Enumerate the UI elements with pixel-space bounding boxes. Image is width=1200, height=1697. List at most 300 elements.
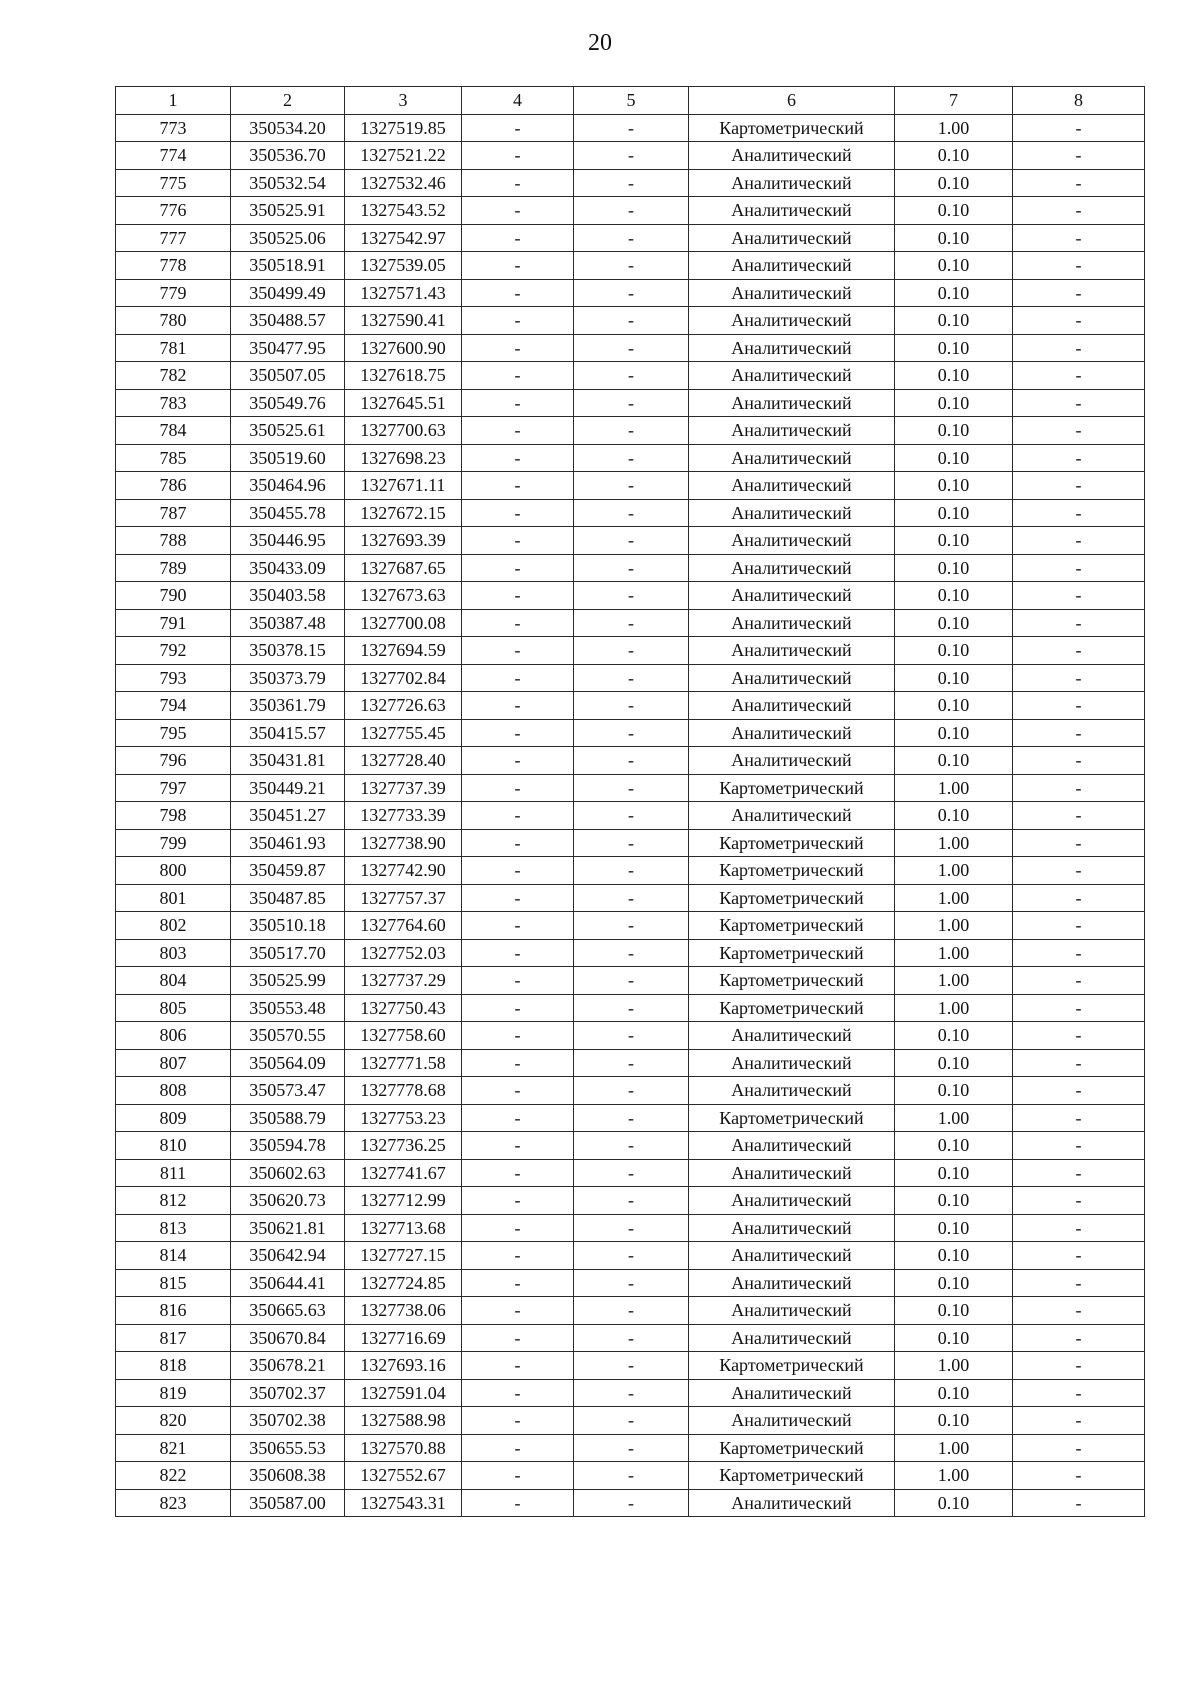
cell-col-5: - — [574, 1077, 689, 1105]
cell-col-4: - — [462, 1187, 574, 1215]
cell-col-8: - — [1013, 1187, 1145, 1215]
cell-method: Аналитический — [689, 692, 895, 720]
cell-col-8: - — [1013, 1297, 1145, 1325]
cell-x-coordinate: 350644.41 — [231, 1269, 345, 1297]
cell-col-5: - — [574, 554, 689, 582]
cell-col-5: - — [574, 1462, 689, 1490]
cell-col-5: - — [574, 389, 689, 417]
cell-point-number: 779 — [116, 279, 231, 307]
cell-accuracy: 0.10 — [895, 1407, 1013, 1435]
cell-y-coordinate: 1327737.29 — [345, 967, 462, 995]
cell-col-8: - — [1013, 1462, 1145, 1490]
cell-y-coordinate: 1327755.45 — [345, 719, 462, 747]
cell-col-8: - — [1013, 1214, 1145, 1242]
cell-point-number: 796 — [116, 747, 231, 775]
cell-col-4: - — [462, 1214, 574, 1242]
column-header-3: 3 — [345, 87, 462, 115]
cell-point-number: 821 — [116, 1434, 231, 1462]
cell-method: Аналитический — [689, 582, 895, 610]
cell-col-5: - — [574, 1297, 689, 1325]
cell-col-4: - — [462, 499, 574, 527]
cell-col-5: - — [574, 417, 689, 445]
cell-point-number: 783 — [116, 389, 231, 417]
table-row — [116, 444, 1145, 472]
cell-y-coordinate: 1327757.37 — [345, 884, 462, 912]
cell-x-coordinate: 350588.79 — [231, 1104, 345, 1132]
cell-col-4: - — [462, 1297, 574, 1325]
cell-col-8: - — [1013, 1104, 1145, 1132]
header-row — [116, 87, 1145, 115]
cell-accuracy: 0.10 — [895, 664, 1013, 692]
table-body — [116, 114, 1145, 1517]
cell-col-5: - — [574, 1407, 689, 1435]
cell-accuracy: 1.00 — [895, 1462, 1013, 1490]
table-row — [116, 1187, 1145, 1215]
cell-accuracy: 0.10 — [895, 1077, 1013, 1105]
cell-col-5: - — [574, 857, 689, 885]
table-row — [116, 499, 1145, 527]
cell-col-8: - — [1013, 224, 1145, 252]
cell-col-5: - — [574, 912, 689, 940]
cell-col-4: - — [462, 307, 574, 335]
cell-y-coordinate: 1327542.97 — [345, 224, 462, 252]
cell-col-8: - — [1013, 1434, 1145, 1462]
cell-x-coordinate: 350373.79 — [231, 664, 345, 692]
cell-x-coordinate: 350602.63 — [231, 1159, 345, 1187]
cell-col-8: - — [1013, 1352, 1145, 1380]
cell-col-4: - — [462, 114, 574, 142]
cell-col-5: - — [574, 802, 689, 830]
cell-accuracy: 1.00 — [895, 912, 1013, 940]
cell-accuracy: 1.00 — [895, 994, 1013, 1022]
cell-col-5: - — [574, 1214, 689, 1242]
cell-x-coordinate: 350532.54 — [231, 169, 345, 197]
cell-point-number: 774 — [116, 142, 231, 170]
cell-col-4: - — [462, 1489, 574, 1517]
cell-col-8: - — [1013, 1132, 1145, 1160]
cell-method: Аналитический — [689, 417, 895, 445]
cell-method: Аналитический — [689, 1269, 895, 1297]
table-row — [116, 1242, 1145, 1270]
table-row — [116, 554, 1145, 582]
cell-col-5: - — [574, 114, 689, 142]
cell-col-8: - — [1013, 417, 1145, 445]
cell-point-number: 816 — [116, 1297, 231, 1325]
cell-col-5: - — [574, 664, 689, 692]
cell-col-8: - — [1013, 1049, 1145, 1077]
cell-x-coordinate: 350549.76 — [231, 389, 345, 417]
cell-col-8: - — [1013, 362, 1145, 390]
cell-col-4: - — [462, 857, 574, 885]
cell-y-coordinate: 1327700.08 — [345, 609, 462, 637]
cell-method: Картометрический — [689, 1434, 895, 1462]
cell-method: Картометрический — [689, 994, 895, 1022]
column-header-1: 1 — [116, 87, 231, 115]
cell-point-number: 812 — [116, 1187, 231, 1215]
cell-col-5: - — [574, 692, 689, 720]
cell-col-8: - — [1013, 582, 1145, 610]
cell-accuracy: 1.00 — [895, 939, 1013, 967]
table-row — [116, 747, 1145, 775]
cell-col-5: - — [574, 1352, 689, 1380]
table-header — [116, 87, 1145, 115]
table-row — [116, 1324, 1145, 1352]
cell-point-number: 786 — [116, 472, 231, 500]
table-row — [116, 224, 1145, 252]
cell-col-4: - — [462, 554, 574, 582]
cell-point-number: 822 — [116, 1462, 231, 1490]
cell-y-coordinate: 1327618.75 — [345, 362, 462, 390]
cell-x-coordinate: 350461.93 — [231, 829, 345, 857]
cell-point-number: 792 — [116, 637, 231, 665]
cell-x-coordinate: 350587.00 — [231, 1489, 345, 1517]
cell-col-5: - — [574, 142, 689, 170]
cell-x-coordinate: 350459.87 — [231, 857, 345, 885]
cell-y-coordinate: 1327687.65 — [345, 554, 462, 582]
cell-col-4: - — [462, 774, 574, 802]
cell-col-8: - — [1013, 1022, 1145, 1050]
cell-y-coordinate: 1327673.63 — [345, 582, 462, 610]
cell-method: Картометрический — [689, 1352, 895, 1380]
cell-point-number: 788 — [116, 527, 231, 555]
cell-y-coordinate: 1327712.99 — [345, 1187, 462, 1215]
cell-col-8: - — [1013, 1269, 1145, 1297]
cell-point-number: 813 — [116, 1214, 231, 1242]
cell-accuracy: 0.10 — [895, 197, 1013, 225]
cell-method: Аналитический — [689, 1214, 895, 1242]
cell-y-coordinate: 1327771.58 — [345, 1049, 462, 1077]
cell-x-coordinate: 350525.91 — [231, 197, 345, 225]
cell-x-coordinate: 350455.78 — [231, 499, 345, 527]
cell-point-number: 778 — [116, 252, 231, 280]
cell-method: Аналитический — [689, 1297, 895, 1325]
column-header-2: 2 — [231, 87, 345, 115]
cell-col-8: - — [1013, 609, 1145, 637]
table-row — [116, 142, 1145, 170]
cell-point-number: 776 — [116, 197, 231, 225]
cell-x-coordinate: 350464.96 — [231, 472, 345, 500]
cell-y-coordinate: 1327727.15 — [345, 1242, 462, 1270]
cell-x-coordinate: 350594.78 — [231, 1132, 345, 1160]
cell-method: Аналитический — [689, 637, 895, 665]
cell-col-5: - — [574, 1022, 689, 1050]
cell-y-coordinate: 1327778.68 — [345, 1077, 462, 1105]
cell-x-coordinate: 350477.95 — [231, 334, 345, 362]
table-row — [116, 1489, 1145, 1517]
table-row — [116, 637, 1145, 665]
cell-x-coordinate: 350488.57 — [231, 307, 345, 335]
cell-y-coordinate: 1327571.43 — [345, 279, 462, 307]
table-row — [116, 1022, 1145, 1050]
cell-x-coordinate: 350519.60 — [231, 444, 345, 472]
cell-col-5: - — [574, 829, 689, 857]
cell-x-coordinate: 350678.21 — [231, 1352, 345, 1380]
cell-y-coordinate: 1327532.46 — [345, 169, 462, 197]
cell-col-5: - — [574, 527, 689, 555]
cell-accuracy: 1.00 — [895, 857, 1013, 885]
cell-accuracy: 1.00 — [895, 114, 1013, 142]
cell-col-5: - — [574, 1324, 689, 1352]
cell-col-5: - — [574, 362, 689, 390]
cell-col-5: - — [574, 1242, 689, 1270]
cell-col-4: - — [462, 664, 574, 692]
cell-col-4: - — [462, 1159, 574, 1187]
cell-x-coordinate: 350449.21 — [231, 774, 345, 802]
cell-col-5: - — [574, 252, 689, 280]
table-row — [116, 774, 1145, 802]
cell-accuracy: 0.10 — [895, 609, 1013, 637]
cell-point-number: 817 — [116, 1324, 231, 1352]
cell-method: Аналитический — [689, 609, 895, 637]
cell-point-number: 773 — [116, 114, 231, 142]
table-row — [116, 252, 1145, 280]
cell-col-4: - — [462, 1434, 574, 1462]
cell-x-coordinate: 350525.99 — [231, 967, 345, 995]
cell-method: Аналитический — [689, 362, 895, 390]
table-row — [116, 1434, 1145, 1462]
table-row — [116, 169, 1145, 197]
cell-method: Картометрический — [689, 912, 895, 940]
cell-col-5: - — [574, 197, 689, 225]
cell-accuracy: 0.10 — [895, 554, 1013, 582]
cell-x-coordinate: 350415.57 — [231, 719, 345, 747]
cell-method: Аналитический — [689, 334, 895, 362]
cell-point-number: 814 — [116, 1242, 231, 1270]
cell-y-coordinate: 1327698.23 — [345, 444, 462, 472]
table-row — [116, 1462, 1145, 1490]
cell-col-8: - — [1013, 912, 1145, 940]
cell-col-8: - — [1013, 169, 1145, 197]
cell-accuracy: 0.10 — [895, 582, 1013, 610]
table-row — [116, 802, 1145, 830]
cell-col-8: - — [1013, 114, 1145, 142]
cell-method: Аналитический — [689, 1159, 895, 1187]
cell-accuracy: 0.10 — [895, 637, 1013, 665]
cell-x-coordinate: 350517.70 — [231, 939, 345, 967]
cell-x-coordinate: 350507.05 — [231, 362, 345, 390]
cell-method: Аналитический — [689, 252, 895, 280]
cell-method: Аналитический — [689, 1077, 895, 1105]
cell-accuracy: 0.10 — [895, 224, 1013, 252]
cell-method: Картометрический — [689, 884, 895, 912]
table-row — [116, 829, 1145, 857]
column-header-5: 5 — [574, 87, 689, 115]
cell-y-coordinate: 1327588.98 — [345, 1407, 462, 1435]
column-header-4: 4 — [462, 87, 574, 115]
cell-accuracy: 0.10 — [895, 362, 1013, 390]
cell-x-coordinate: 350510.18 — [231, 912, 345, 940]
cell-col-4: - — [462, 802, 574, 830]
cell-x-coordinate: 350378.15 — [231, 637, 345, 665]
cell-point-number: 775 — [116, 169, 231, 197]
cell-y-coordinate: 1327726.63 — [345, 692, 462, 720]
cell-method: Аналитический — [689, 307, 895, 335]
cell-y-coordinate: 1327694.59 — [345, 637, 462, 665]
cell-y-coordinate: 1327738.90 — [345, 829, 462, 857]
cell-method: Аналитический — [689, 1022, 895, 1050]
cell-x-coordinate: 350499.49 — [231, 279, 345, 307]
cell-accuracy: 0.10 — [895, 1049, 1013, 1077]
cell-accuracy: 0.10 — [895, 1269, 1013, 1297]
cell-col-5: - — [574, 747, 689, 775]
table-row — [116, 1077, 1145, 1105]
cell-point-number: 781 — [116, 334, 231, 362]
cell-col-8: - — [1013, 747, 1145, 775]
cell-y-coordinate: 1327736.25 — [345, 1132, 462, 1160]
cell-method: Картометрический — [689, 939, 895, 967]
cell-y-coordinate: 1327752.03 — [345, 939, 462, 967]
table-row — [116, 472, 1145, 500]
cell-col-8: - — [1013, 637, 1145, 665]
page-number: 20 — [588, 30, 612, 56]
cell-col-8: - — [1013, 829, 1145, 857]
cell-x-coordinate: 350536.70 — [231, 142, 345, 170]
cell-accuracy: 0.10 — [895, 1187, 1013, 1215]
cell-col-8: - — [1013, 444, 1145, 472]
cell-col-8: - — [1013, 802, 1145, 830]
table-row — [116, 279, 1145, 307]
cell-accuracy: 0.10 — [895, 692, 1013, 720]
cell-col-5: - — [574, 1132, 689, 1160]
cell-x-coordinate: 350446.95 — [231, 527, 345, 555]
cell-x-coordinate: 350564.09 — [231, 1049, 345, 1077]
cell-point-number: 810 — [116, 1132, 231, 1160]
table-row — [116, 197, 1145, 225]
cell-method: Аналитический — [689, 1242, 895, 1270]
cell-col-5: - — [574, 719, 689, 747]
cell-y-coordinate: 1327713.68 — [345, 1214, 462, 1242]
table-row — [116, 1159, 1145, 1187]
cell-point-number: 789 — [116, 554, 231, 582]
cell-col-5: - — [574, 1379, 689, 1407]
cell-point-number: 794 — [116, 692, 231, 720]
cell-y-coordinate: 1327552.67 — [345, 1462, 462, 1490]
cell-y-coordinate: 1327700.63 — [345, 417, 462, 445]
cell-y-coordinate: 1327724.85 — [345, 1269, 462, 1297]
cell-accuracy: 1.00 — [895, 1434, 1013, 1462]
cell-col-8: - — [1013, 884, 1145, 912]
cell-col-8: - — [1013, 967, 1145, 995]
cell-method: Картометрический — [689, 1104, 895, 1132]
cell-method: Картометрический — [689, 829, 895, 857]
cell-col-5: - — [574, 582, 689, 610]
cell-col-5: - — [574, 169, 689, 197]
cell-point-number: 784 — [116, 417, 231, 445]
cell-col-4: - — [462, 1104, 574, 1132]
cell-col-4: - — [462, 1077, 574, 1105]
cell-accuracy: 0.10 — [895, 527, 1013, 555]
cell-method: Аналитический — [689, 499, 895, 527]
cell-accuracy: 0.10 — [895, 499, 1013, 527]
cell-point-number: 811 — [116, 1159, 231, 1187]
cell-col-4: - — [462, 1324, 574, 1352]
cell-y-coordinate: 1327758.60 — [345, 1022, 462, 1050]
table-row — [116, 114, 1145, 142]
cell-point-number: 802 — [116, 912, 231, 940]
cell-col-8: - — [1013, 939, 1145, 967]
cell-col-8: - — [1013, 142, 1145, 170]
cell-col-5: - — [574, 939, 689, 967]
cell-y-coordinate: 1327742.90 — [345, 857, 462, 885]
cell-accuracy: 0.10 — [895, 279, 1013, 307]
cell-col-4: - — [462, 1049, 574, 1077]
cell-accuracy: 0.10 — [895, 1379, 1013, 1407]
table-row — [116, 719, 1145, 747]
cell-accuracy: 1.00 — [895, 1104, 1013, 1132]
cell-col-5: - — [574, 967, 689, 995]
cell-accuracy: 1.00 — [895, 774, 1013, 802]
cell-y-coordinate: 1327728.40 — [345, 747, 462, 775]
column-header-8: 8 — [1013, 87, 1145, 115]
cell-point-number: 799 — [116, 829, 231, 857]
cell-x-coordinate: 350431.81 — [231, 747, 345, 775]
cell-x-coordinate: 350534.20 — [231, 114, 345, 142]
cell-method: Аналитический — [689, 197, 895, 225]
cell-point-number: 797 — [116, 774, 231, 802]
cell-point-number: 808 — [116, 1077, 231, 1105]
cell-accuracy: 0.10 — [895, 252, 1013, 280]
cell-col-5: - — [574, 1104, 689, 1132]
cell-y-coordinate: 1327672.15 — [345, 499, 462, 527]
cell-method: Аналитический — [689, 1379, 895, 1407]
cell-y-coordinate: 1327519.85 — [345, 114, 462, 142]
cell-method: Аналитический — [689, 664, 895, 692]
cell-x-coordinate: 350487.85 — [231, 884, 345, 912]
cell-accuracy: 0.10 — [895, 142, 1013, 170]
cell-y-coordinate: 1327671.11 — [345, 472, 462, 500]
cell-col-8: - — [1013, 307, 1145, 335]
cell-point-number: 787 — [116, 499, 231, 527]
cell-point-number: 793 — [116, 664, 231, 692]
column-header-6: 6 — [689, 87, 895, 115]
cell-point-number: 785 — [116, 444, 231, 472]
cell-point-number: 807 — [116, 1049, 231, 1077]
cell-x-coordinate: 350525.61 — [231, 417, 345, 445]
cell-col-4: - — [462, 1379, 574, 1407]
cell-col-8: - — [1013, 499, 1145, 527]
table-row — [116, 939, 1145, 967]
cell-x-coordinate: 350655.53 — [231, 1434, 345, 1462]
cell-accuracy: 0.10 — [895, 1324, 1013, 1352]
cell-x-coordinate: 350670.84 — [231, 1324, 345, 1352]
cell-method: Аналитический — [689, 747, 895, 775]
cell-col-8: - — [1013, 554, 1145, 582]
cell-col-8: - — [1013, 1242, 1145, 1270]
cell-x-coordinate: 350387.48 — [231, 609, 345, 637]
table-row — [116, 664, 1145, 692]
cell-col-5: - — [574, 279, 689, 307]
cell-point-number: 777 — [116, 224, 231, 252]
cell-accuracy: 0.10 — [895, 169, 1013, 197]
cell-col-4: - — [462, 912, 574, 940]
cell-x-coordinate: 350361.79 — [231, 692, 345, 720]
table-row — [116, 609, 1145, 637]
cell-x-coordinate: 350553.48 — [231, 994, 345, 1022]
cell-col-4: - — [462, 1242, 574, 1270]
cell-col-5: - — [574, 334, 689, 362]
cell-col-4: - — [462, 224, 574, 252]
table-row — [116, 362, 1145, 390]
table-row — [116, 1104, 1145, 1132]
table-row — [116, 884, 1145, 912]
cell-col-8: - — [1013, 197, 1145, 225]
cell-point-number: 806 — [116, 1022, 231, 1050]
cell-method: Аналитический — [689, 169, 895, 197]
cell-method: Аналитический — [689, 719, 895, 747]
cell-col-8: - — [1013, 1379, 1145, 1407]
cell-col-4: - — [462, 417, 574, 445]
cell-point-number: 782 — [116, 362, 231, 390]
